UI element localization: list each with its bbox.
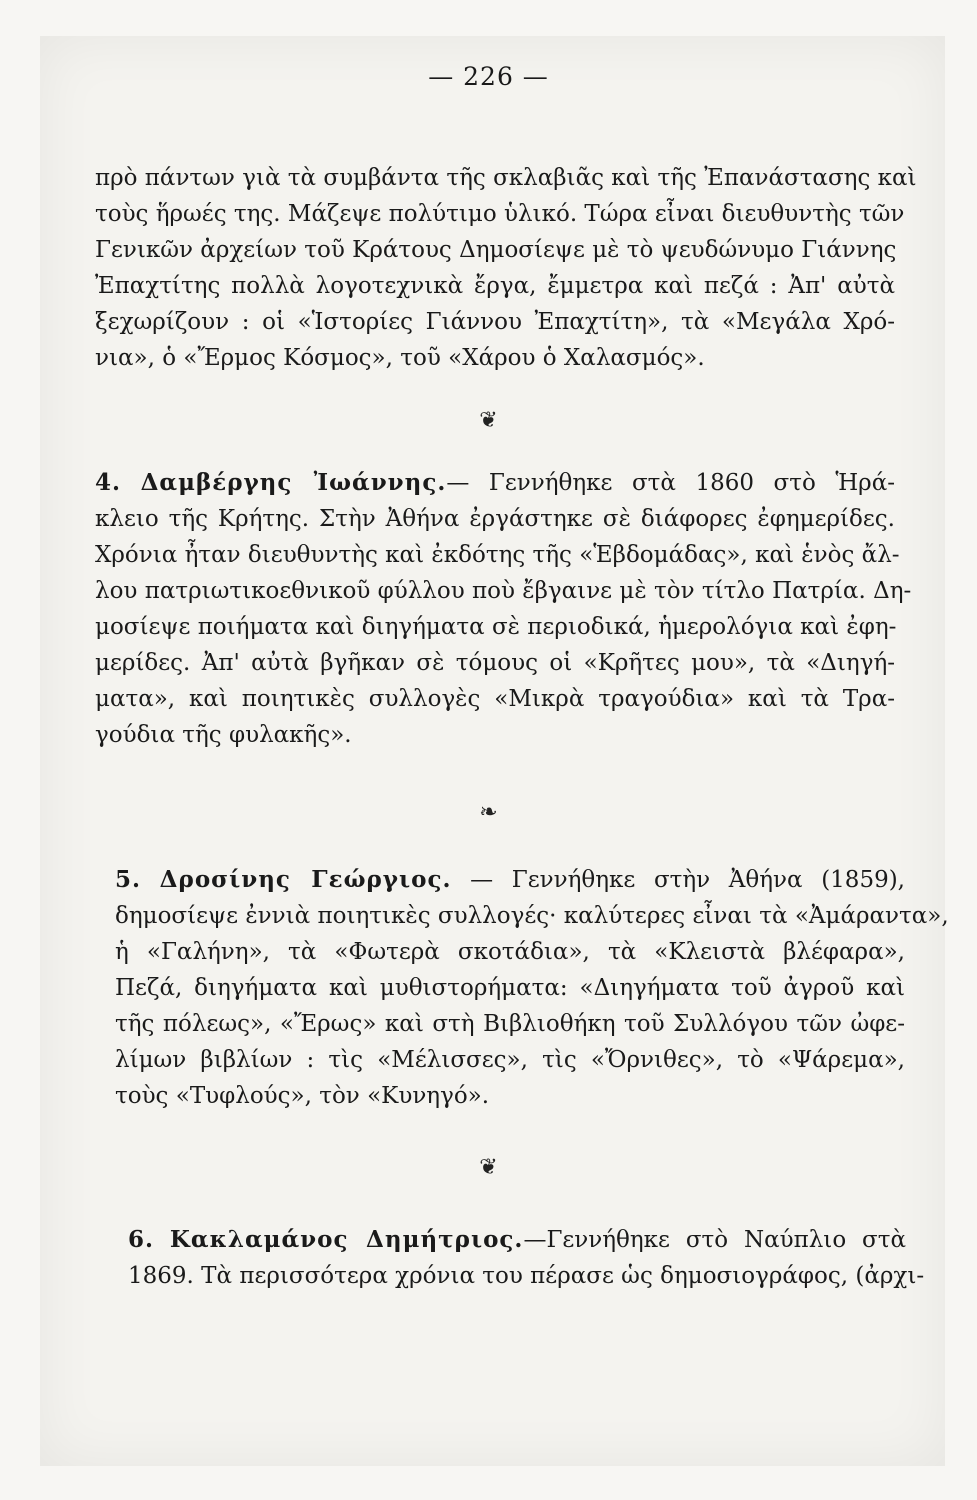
- text-line: Γενικῶν ἀρχείων τοῦ Κράτους Δημοσίεψε μὲ τὸ ψευδώνυμο Γιάννης: [95, 237, 897, 263]
- text-line: κλειο τῆς Κρήτης. Στὴν Ἀθήνα ἐργάστηκε σὲ διάφορες ἐφημερίδες.: [95, 506, 895, 532]
- text-line: τοὺς ἥρωές της. Μάζεψε πολύτιμο ὑλικό. Τώρα εἶναι διευθυντὴς τῶν: [95, 201, 905, 227]
- ornament-divider: ❦: [479, 1155, 498, 1180]
- text-line: Χρόνια ἦταν διευθυντὴς καὶ ἐκδότης τῆς «Ἑβδομάδας», καὶ ἑνὸς ἄλ-: [95, 542, 900, 568]
- text-line: Πεζά, διηγήματα καὶ μυθιστορήματα: «Διηγήματα τοῦ ἀγροῦ καὶ: [115, 975, 905, 1001]
- ornament-divider: ❦: [479, 408, 498, 433]
- intro-paragraph: [95, 160, 917, 376]
- entry-name: Δαμβέργης Ἰωάννης.: [140, 469, 447, 496]
- text-line: πρὸ πάντων γιὰ τὰ συμβάντα τῆς σκλαβιᾶς καὶ τῆς Ἐπανάστασης καὶ: [95, 165, 917, 191]
- entry-heading-line: [128, 1222, 906, 1258]
- text-line: 1869. Τὰ περισσότερα χρόνια του πέρασε ὡς δημοσιογράφος, (ἀρχι-: [128, 1263, 925, 1289]
- page-number: — 226 —: [428, 62, 549, 91]
- text-line: λίμων βιβλίων : τὶς «Μέλισσες», τὶς «Ὄρνιθες», τὸ «Ψάρεμα»,: [115, 1047, 905, 1073]
- entry-name: Δροσίνης Γεώργιος.: [159, 866, 452, 893]
- text-line: ξεχωρίζουν : οἱ «Ἱστορίες Γιάννου Ἐπαχτίτη», τὰ «Μεγάλα Χρό-: [95, 309, 895, 335]
- ornament-divider: ❧: [479, 800, 498, 825]
- text-line: — Γεννήθηκε στὴν Ἀθήνα (1859),: [470, 867, 905, 893]
- text-line: νια», ὁ «Ἔρμος Κόσμος», τοῦ «Χάρου ὁ Χαλασμός».: [95, 345, 705, 371]
- text-line: Ἐπαχτίτης πολλὰ λογοτεχνικὰ ἔργα, ἔμμετρα καὶ πεζά : Ἀπ' αὐτὰ: [95, 273, 895, 299]
- text-line: λου πατριωτικοεθνικοῦ φύλλου ποὺ ἔβγαινε μὲ τὸν τίτλο Πατρία. Δη-: [95, 578, 912, 604]
- text-line: τῆς πόλεως», «Ἔρως» καὶ στὴ Βιβλιοθήκη τοῦ Συλλόγου τῶν ὠφε-: [115, 1011, 905, 1037]
- text-line: —Γεννήθηκε στὸ Ναύπλιο στὰ: [523, 1227, 906, 1253]
- text-line: τοὺς «Τυφλούς», τὸν «Κυνηγό».: [115, 1083, 490, 1109]
- text-line: — Γεννήθηκε στὰ 1860 στὸ Ἡρά-: [446, 470, 896, 496]
- text-line: μοσίεψε ποιήματα καὶ διηγήματα σὲ περιοδικά, ἡμερολόγια καὶ ἐφη-: [95, 614, 897, 640]
- text-line: μερίδες. Ἀπ' αὐτὰ βγῆκαν σὲ τόμους οἱ «Κρῆτες μου», τὰ «Διηγή-: [95, 650, 895, 676]
- entry-6: [128, 1222, 925, 1294]
- entry-name: Κακλαμάνος Δημήτριος.: [169, 1226, 524, 1253]
- text-line: γούδια τῆς φυλακῆς».: [95, 722, 352, 748]
- entry-number: 5.: [115, 866, 142, 893]
- entry-heading-line: [95, 465, 895, 501]
- entry-number: 6.: [128, 1226, 155, 1253]
- text-line: δημοσίεψε ἐννιὰ ποιητικὲς συλλογές· καλύτερες εἶναι τὰ «Ἀμάραντα»,: [115, 903, 949, 929]
- entry-number: 4.: [95, 469, 122, 496]
- entry-heading-line: [115, 862, 905, 898]
- text-line: ἡ «Γαλήνη», τὰ «Φωτερὰ σκοτάδια», τὰ «Κλειστὰ βλέφαρα»,: [115, 939, 905, 965]
- entry-4: [95, 465, 912, 753]
- entry-5: [115, 862, 949, 1114]
- text-line: ματα», καὶ ποιητικὲς συλλογὲς «Μικρὰ τραγούδια» καὶ τὰ Τρα-: [95, 686, 895, 712]
